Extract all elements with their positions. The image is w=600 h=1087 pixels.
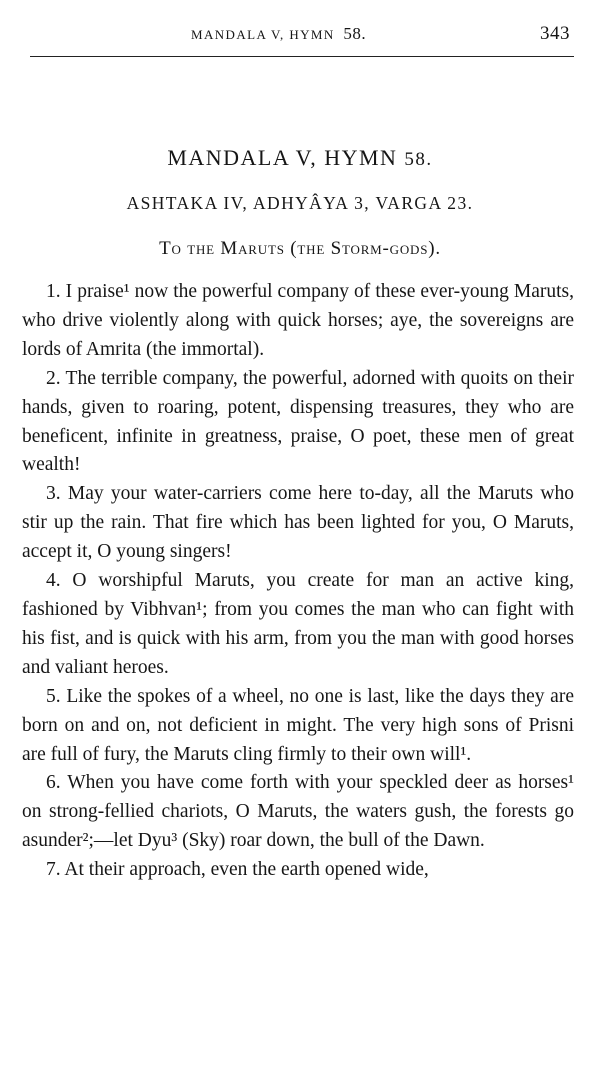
verse-4: 4. O worshipful Maruts, you create for man an active king, fashioned by Vibhvan¹; from you comes the man who can fight with his fist, and is quick with his arm, from you the man with good horses and valiant heroes. — [22, 570, 574, 678]
running-head — [0, 22, 600, 46]
running-title-number: 58. — [343, 24, 367, 43]
verse-6: 6. When you have come forth with your speckled deer as horses¹ on strong-fellied chariots, O Maruts, the waters gush, the forests go asunder²;—let Dyu³ (Sky) roar down, the bull of the Dawn. — [22, 772, 574, 852]
verse-list — [22, 278, 574, 885]
hymn-title-text: MANDALA V, HYMN — [167, 145, 398, 170]
verse-5: 5. Like the spokes of a wheel, no one is last, like the days they are born on and on, not deficient in might. The very high sons of Prisni are full of fury, the Maruts cling firmly to their own will¹. — [22, 685, 574, 765]
running-title — [191, 24, 366, 44]
verse-7: 7. At their approach, even the earth opened wide, — [46, 859, 429, 881]
hymn-dedication: To the Maruts (the Storm-gods). — [159, 238, 441, 259]
header-rule — [30, 56, 574, 57]
hymn-subtitle: ASHTAKA IV, ADHYÂYA 3, VARGA 23. — [126, 193, 474, 213]
hymn-title-number: 58. — [404, 149, 433, 170]
hymn-title — [0, 145, 600, 171]
verse-2: 2. The terrible company, the powerful, adorned with quoits on their hands, given to roaring, potent, dispensing treasures, they who are beneficent, infinite in greatness, praise, O poet, these men of great wealth! — [22, 367, 574, 476]
verse-1: 1. I praise¹ now the powerful company of these ever-young Maruts, who drive violently along with quick horses; aye, the sovereigns are lords of Amrita (the immortal). — [22, 281, 574, 360]
running-title-text: MANDALA V, HYMN — [191, 27, 335, 42]
page-number: 343 — [540, 23, 570, 44]
verse-3: 3. May your water-carriers come here to-day, all the Maruts who stir up the rain. That fire which has been lighted for you, O Maruts, accept it, O young singers! — [22, 483, 574, 563]
